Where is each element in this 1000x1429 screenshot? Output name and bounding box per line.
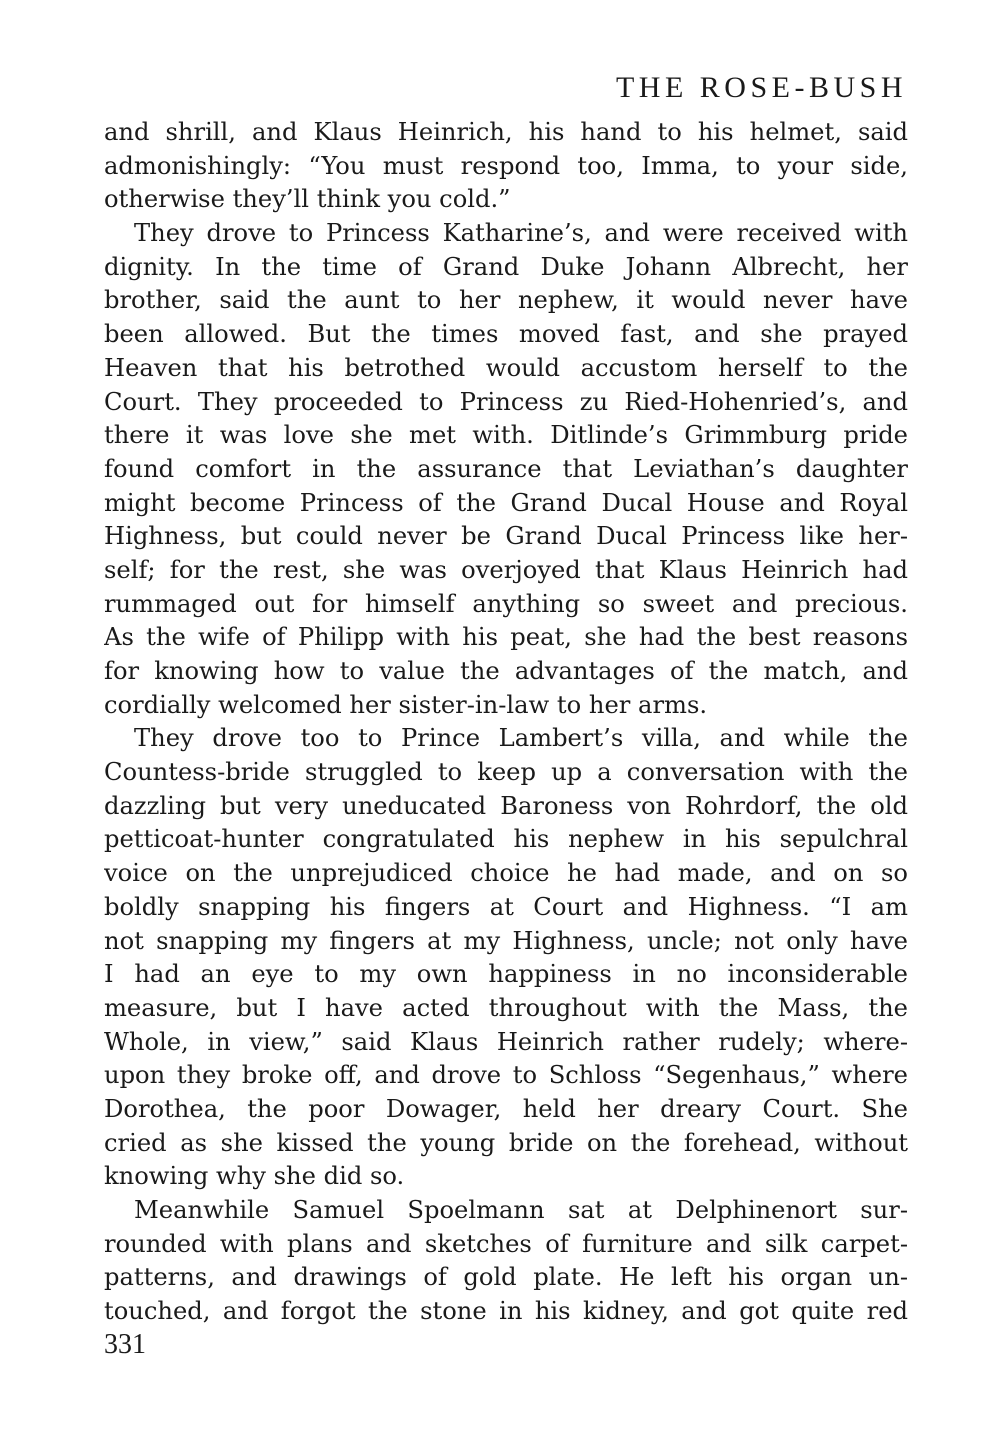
- text-line: patterns, and drawings of gold plate. He left his organ un-: [104, 1263, 908, 1292]
- text-line: rummaged out for himself anything so sweet and precious.: [104, 589, 908, 618]
- text-line: Highness, but could never be Grand Ducal Princess like her-: [104, 522, 908, 551]
- text-line: touched, and forgot the stone in his kidney, and got quite red: [104, 1297, 908, 1326]
- text-line: self; for the rest, she was overjoyed that Klaus Heinrich had: [104, 555, 908, 584]
- text-line: cried as she kissed the young bride on the forehead, without: [104, 1128, 908, 1157]
- text-line: Heaven that his betrothed would accustom herself to the: [104, 353, 908, 382]
- text-line: and shrill, and Klaus Heinrich, his hand to his helmet, said: [104, 118, 908, 146]
- text-line: voice on the unprejudiced choice he had made, and on so: [104, 859, 908, 888]
- text-line: Court. They proceeded to Princess zu Ried-Hohenried’s, and: [104, 387, 908, 416]
- text-line: petticoat-hunter congratulated his nephew in his sepulchral: [104, 825, 908, 854]
- text-line: Meanwhile Samuel Spoelmann sat at Delphinenort sur-: [134, 1196, 908, 1224]
- text-line: knowing why she did so.: [104, 1162, 405, 1191]
- text-line: I had an eye to my own happiness in no inconsiderable: [104, 960, 908, 989]
- text-line: cordially welcomed her sister-in-law to her arms.: [104, 690, 708, 719]
- text-line: not snapping my fingers at my Highness, uncle; not only have: [104, 926, 908, 955]
- text-line: admonishingly: “You must respond too, Imma, to your side,: [104, 151, 908, 180]
- text-line: They drove to Princess Katharine’s, and were received with: [134, 219, 908, 248]
- text-line: Countess-bride struggled to keep up a conversation with the: [104, 758, 908, 787]
- text-line: As the wife of Philipp with his peat, she had the best reasons: [104, 623, 908, 652]
- text-line: found comfort in the assurance that Leviathan’s daughter: [104, 454, 908, 483]
- text-line: been allowed. But the times moved fast, and she prayed: [104, 320, 908, 349]
- text-line: boldly snapping his fingers at Court and Highness. “I am: [104, 892, 908, 921]
- page-number: 331: [104, 1329, 146, 1360]
- text-line: dazzling but very uneducated Baroness von Rohrdorf, the old: [104, 791, 908, 820]
- body-text: [104, 116, 908, 1329]
- text-line: upon they broke off, and drove to Schloss “Segenhaus,” where: [104, 1061, 908, 1090]
- text-line: dignity. In the time of Grand Duke Johann Albrecht, her: [104, 252, 908, 281]
- text-line: otherwise they’ll think you cold.”: [104, 185, 511, 214]
- text-line: might become Princess of the Grand Ducal House and Royal: [104, 488, 908, 517]
- text-line: Dorothea, the poor Dowager, held her dreary Court. She: [104, 1094, 908, 1123]
- text-line: there it was love she met with. Ditlinde’s Grimmburg pride: [104, 421, 908, 450]
- text-line: for knowing how to value the advantages of the match, and: [104, 657, 908, 685]
- text-line: Whole, in view,” said Klaus Heinrich rather rudely; where-: [104, 1027, 908, 1056]
- running-head: THE ROSE-BUSH: [615, 71, 907, 104]
- text-line: rounded with plans and sketches of furniture and silk carpet-: [104, 1229, 908, 1258]
- text-line: brother, said the aunt to her nephew, it would never have: [104, 286, 908, 315]
- text-line: They drove too to Prince Lambert’s villa, and while the: [134, 724, 908, 753]
- text-line: measure, but I have acted throughout with the Mass, the: [104, 993, 908, 1022]
